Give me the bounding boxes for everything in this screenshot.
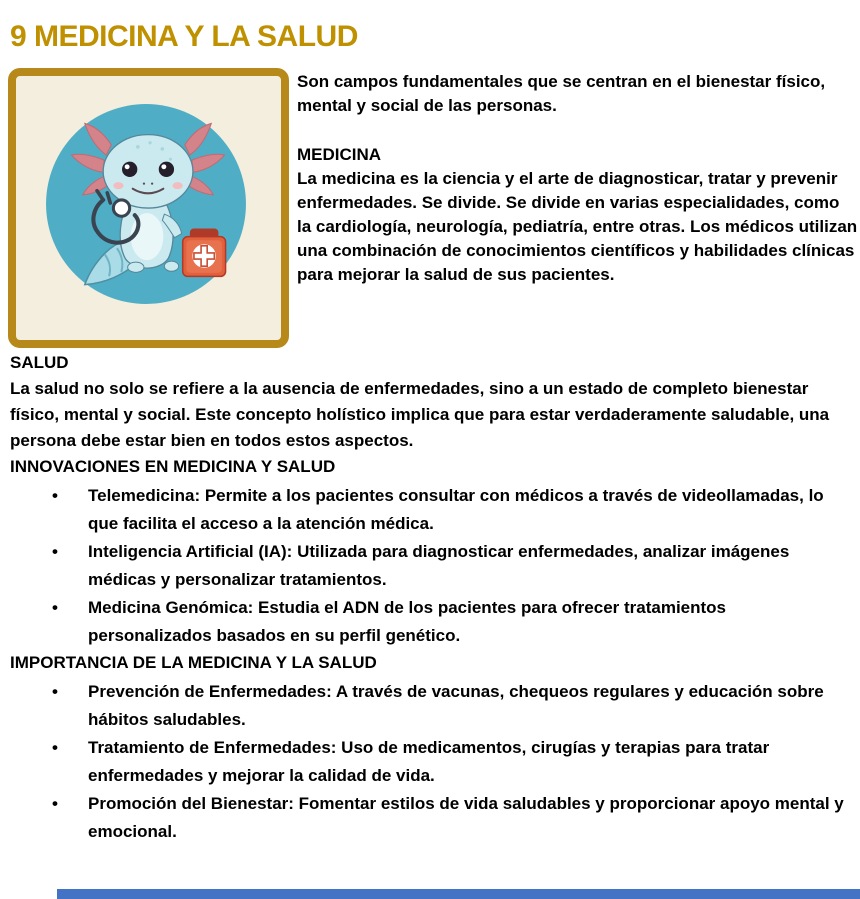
list-item: • Telemedicina: Permite a los pacientes consultar con médicos a través de videollamadas, lo que facilita el acceso a la atención médica. bbox=[88, 482, 852, 538]
list-item: • Inteligencia Artificial (IA): Utilizada para diagnosticar enfermedades, analizar imágenes médicas y personalizar tratamientos. bbox=[88, 538, 852, 594]
importancia-heading: IMPORTANCIA DE LA MEDICINA Y LA SALUD bbox=[10, 653, 377, 672]
importancia-list bbox=[10, 678, 852, 846]
list-item: • Medicina Genómica: Estudia el ADN de los pacientes para ofrecer tratamientos personalizados basados en su perfil genético. bbox=[88, 594, 852, 650]
medicina-heading: MEDICINA bbox=[297, 145, 382, 164]
intro-column bbox=[297, 70, 858, 287]
innovaciones-list bbox=[10, 482, 852, 650]
page-title: 9 MEDICINA Y LA SALUD bbox=[10, 20, 358, 53]
list-item: • Prevención de Enfermedades: A través de vacunas, chequeos regulares y educación sobre hábitos saludables. bbox=[88, 678, 852, 734]
main-content bbox=[10, 350, 852, 846]
list-item: • Tratamiento de Enfermedades: Uso de medicamentos, cirugías y terapias para tratar enfermedades y mejorar la calidad de vida. bbox=[88, 734, 852, 790]
intro-lead-paragraph: Son campos fundamentales que se centran en el bienestar físico, mental y social de las personas. bbox=[297, 72, 826, 115]
list-item: • Promoción del Bienestar: Fomentar estilos de vida saludables y proporcionar apoyo mental y emocional. bbox=[88, 790, 852, 846]
framed-illustration bbox=[8, 68, 289, 348]
salud-heading: SALUD bbox=[10, 353, 69, 372]
axolotl-doctor-illustration bbox=[44, 102, 248, 306]
salud-paragraph: La salud no solo se refiere a la ausencia de enfermedades, sino a un estado de completo bienestar físico, mental y social. Este concepto holístico implica que para estar verdaderamente saludable, una persona debe estar bien en todos estos aspectos. bbox=[10, 379, 830, 450]
medicina-paragraph: La medicina es la ciencia y el arte de diagnosticar, tratar y prevenir enfermedades. Se divide. Se divide en varias especialidades, como la cardiología, neurología, pediatría, entre otras. Los médicos utilizan una combinación de conocimientos científicos y habilidades clínicas para mejorar la salud de sus pacientes. bbox=[297, 169, 858, 284]
innovaciones-heading: INNOVACIONES EN MEDICINA Y SALUD bbox=[10, 457, 336, 476]
bottom-blue-bar bbox=[57, 889, 860, 899]
